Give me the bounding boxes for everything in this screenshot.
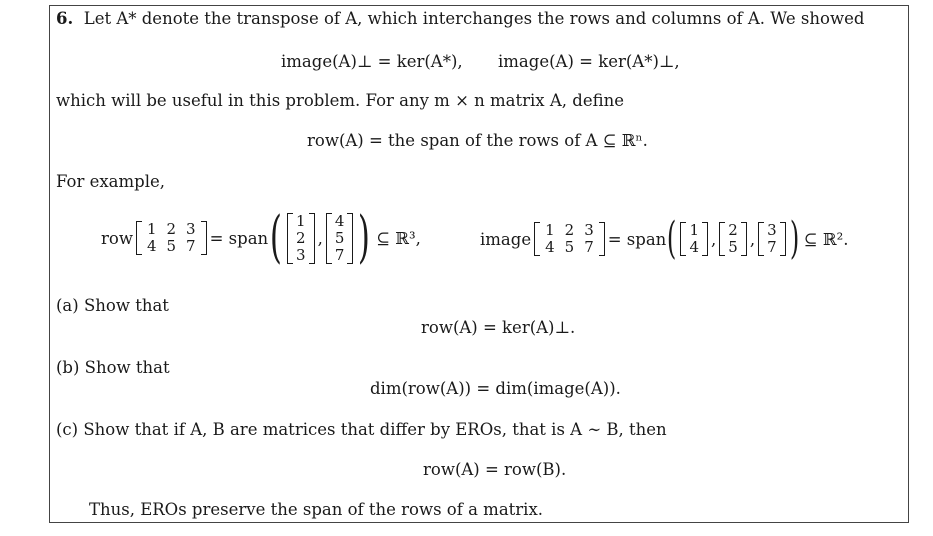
identity-2: image(A) = ker(A*)⊥, (498, 52, 680, 71)
row-vector-1: 1 2 3 (287, 213, 315, 264)
equals-span-2: = span (607, 229, 667, 249)
conclusion-text: Thus, EROs preserve the span of the rows of a matrix. (89, 500, 543, 519)
right-paren-2: ) (789, 213, 799, 264)
part-a-formula: row(A) = ker(A)⊥. (421, 318, 576, 337)
row-vector-2: 4 5 7 (326, 213, 354, 264)
left-paren: ( (270, 205, 283, 270)
part-a-label: (a) Show that (56, 296, 169, 315)
example-row-equation: row 1 2 3 4 5 7 = span ( 1 2 3 , 4 5 7 ) ⊆ ℝ³, (101, 205, 421, 270)
subset-r3: ⊆ ℝ³, (376, 228, 421, 248)
for-example-text: For example, (56, 172, 166, 191)
example-matrix-1: 1 2 3 4 5 7 (136, 221, 207, 255)
example-matrix-2: 1 2 3 4 5 7 (534, 222, 605, 256)
subset-r2: ⊆ ℝ². (803, 229, 849, 249)
row-label: row (101, 228, 133, 248)
example-image-equation: image 1 2 3 4 5 7 = span ( 1 4 , 2 5 , 3 7 ) ⊆ ℝ². (480, 213, 849, 264)
image-label: image (480, 229, 532, 249)
right-paren: ) (358, 205, 371, 270)
left-paren-2: ( (667, 213, 677, 264)
column-vector-3: 3 7 (758, 222, 786, 256)
column-vector-1: 1 4 (680, 222, 708, 256)
problem-intro (56, 9, 864, 28)
part-c-text: (c) Show that if A, B are matrices that differ by EROs, that is A ∼ B, then (56, 420, 667, 439)
intro-text: Let A* denote the transpose of A, which interchanges the rows and columns of A. We showed (83, 9, 865, 28)
column-vector-2: 2 5 (719, 222, 747, 256)
after-identities-text: which will be useful in this problem. For any m × n matrix A, define (56, 91, 624, 110)
identity-1: image(A)⊥ = ker(A*), (281, 52, 463, 71)
part-c-formula: row(A) = row(B). (423, 460, 567, 479)
part-b-label: (b) Show that (56, 358, 170, 377)
problem-number: 6. (56, 9, 74, 28)
part-b-formula: dim(row(A)) = dim(image(A)). (370, 379, 621, 398)
row-definition: row(A) = the span of the rows of A ⊆ ℝⁿ. (307, 131, 648, 150)
equals-span-1: = span (209, 228, 269, 248)
